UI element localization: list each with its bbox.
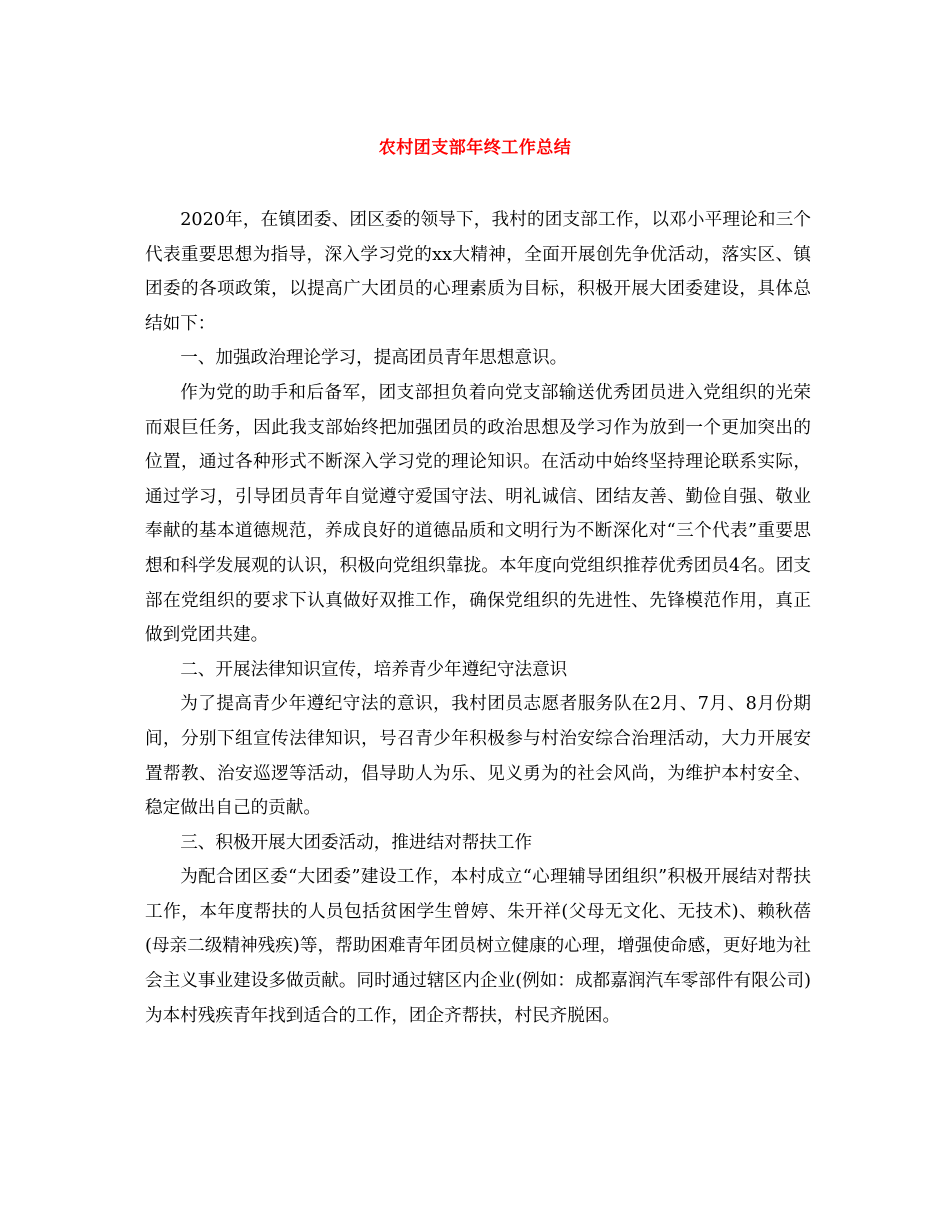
document-body	[145, 203, 811, 1033]
paragraph-section-3: 为配合团区委“大团委”建设工作，本村成立“心理辅导团组织”积极开展结对帮扶工作，本年度帮扶的人员包括贫困学生曾婷、朱开祥(父母无文化、无技术)、赖秋蓓(母亲二级精神残疾)等，帮助困难青年团员树立健康的心理，增强使命感，更好地为社会主义事业建设多做贡献。同时通过辖区内企业(例如：成都嘉润汽车零部件有限公司)为本村残疾青年找到适合的工作，团企齐帮扶，村民齐脱困。	[145, 867, 811, 1026]
section-heading-3: 三、积极开展大团委活动，推进结对帮扶工作	[180, 832, 533, 853]
document-title: 农村团支部年终工作总结	[378, 138, 572, 158]
section-heading-2: 二、开展法律知识宣传，培养青少年遵纪守法意识	[180, 659, 568, 680]
paragraph-intro: 2020年，在镇团委、团区委的领导下，我村的团支部工作，以邓小平理论和三个代表重要思想为指导，深入学习党的xx大精神，全面开展创先争优活动，落实区、镇团委的各项政策，以提高广大团员的心理素质为目标，积极开展大团委建设，具体总结如下：	[145, 210, 811, 334]
section-heading-1: 一、加强政治理论学习，提高团员青年思想意识。	[180, 348, 568, 369]
paragraph-section-2: 为了提高青少年遵纪守法的意识，我村团员志愿者服务队在2月、7月、8月份期间，分别下组宣传法律知识，号召青少年积极参与村治安综合治理活动，大力开展安置帮教、治安巡逻等活动，倡导助人为乐、见义勇为的社会风尚，为维护本村安全、稳定做出自己的贡献。	[145, 694, 811, 819]
paragraph-section-1: 作为党的助手和后备军，团支部担负着向党支部输送优秀团员进入党组织的光荣而艰巨任务，因此我支部始终把加强团员的政治思想及学习作为放到一个更加突出的位置，通过各种形式不断深入学习党的理论知识。在活动中始终坚持理论联系实际，通过学习，引导团员青年自觉遵守爱国守法、明礼诚信、团结友善、勤俭自强、敬业奉献的基本道德规范，养成良好的道德品质和文明行为不断深化对“三个代表”重要思想和科学发展观的认识，积极向党组织靠拢。本年度向党组织推荐优秀团员4名。团支部在党组织的要求下认真做好双推工作，确保党组织的先进性、先锋模范作用，真正做到党团共建。	[145, 382, 811, 646]
